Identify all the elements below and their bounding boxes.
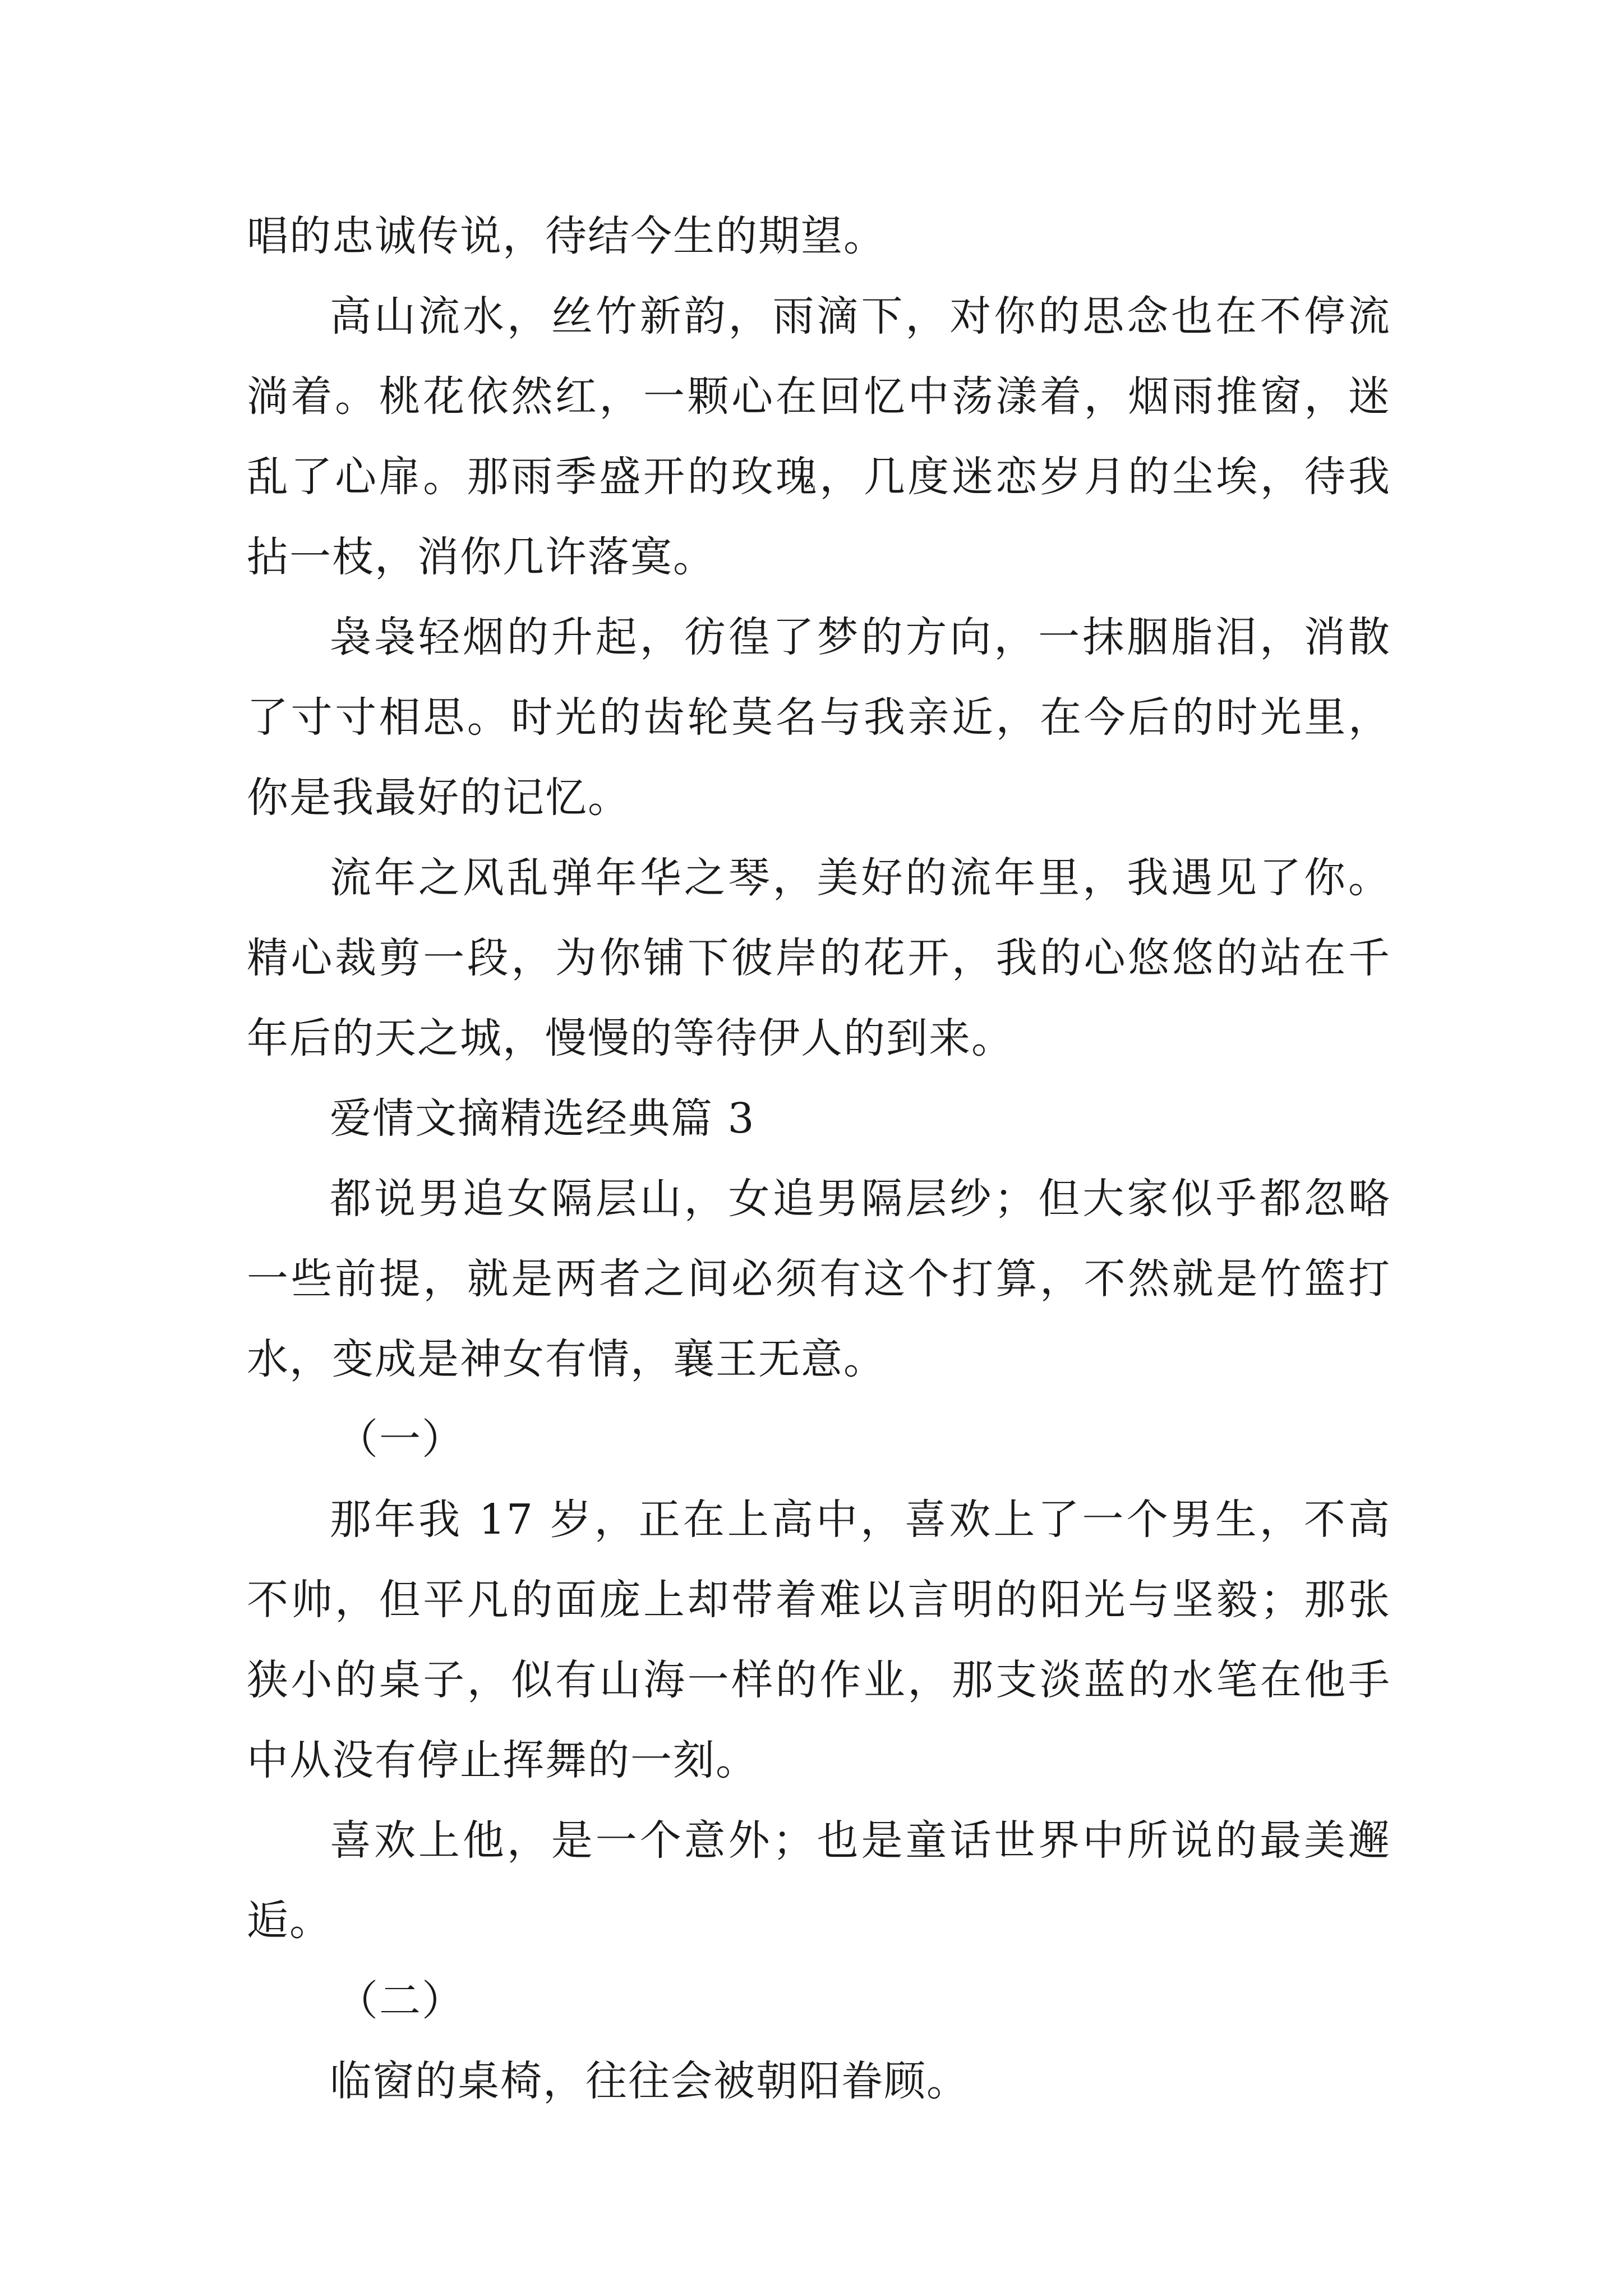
- paragraph: 都说男追女隔层山，女追男隔层纱；但大家似乎都忽略一些前提，就是两者之间必须有这个打算，不然就是竹篮打水，变成是神女有情，襄王无意。: [247, 1175, 1391, 1383]
- paragraph: 高山流水，丝竹新韵，雨滴下，对你的思念也在不停流淌着。桃花依然红，一颗心在回忆中荡漾着，烟雨推窗，迷乱了心扉。那雨季盛开的玫瑰，几度迷恋岁月的尘埃，待我拈一枝，消你几许落寞。: [247, 292, 1391, 581]
- subsection-marker: （二）: [336, 1977, 464, 2025]
- paragraph: 喜欢上他，是一个意外；也是童话世界中所说的最美邂逅。: [247, 1816, 1391, 1945]
- paragraph: 那年我 17 岁，正在上高中，喜欢上了一个男生，不高不帅，但平凡的面庞上却带着难以言明的阳光与坚毅；那张狭小的桌子，似有山海一样的作业，那支淡蓝的水笔在他手中从没有停止挥舞的一刻。: [247, 1496, 1391, 1784]
- paragraph: 流年之风乱弹年华之琴，美好的流年里，我遇见了你。精心裁剪一段，为你铺下彼岸的花开，我的心悠悠的站在千年后的天之城，慢慢的等待伊人的到来。: [247, 854, 1391, 1062]
- paragraph: 唱的忠诚传说，待结今生的期望。: [247, 212, 886, 260]
- subsection-marker: （一）: [336, 1415, 464, 1464]
- paragraph: 袅袅轻烟的升起，彷徨了梦的方向，一抹胭脂泪，消散了寸寸相思。时光的齿轮莫名与我亲近，在今后的时光里，你是我最好的记忆。: [247, 613, 1391, 822]
- document-body: [247, 196, 1391, 2122]
- section-heading: 爱情文摘精选经典篇 3: [330, 1094, 755, 1143]
- paragraph: 临窗的桌椅，往往会被朝阳眷顾。: [330, 2057, 969, 2105]
